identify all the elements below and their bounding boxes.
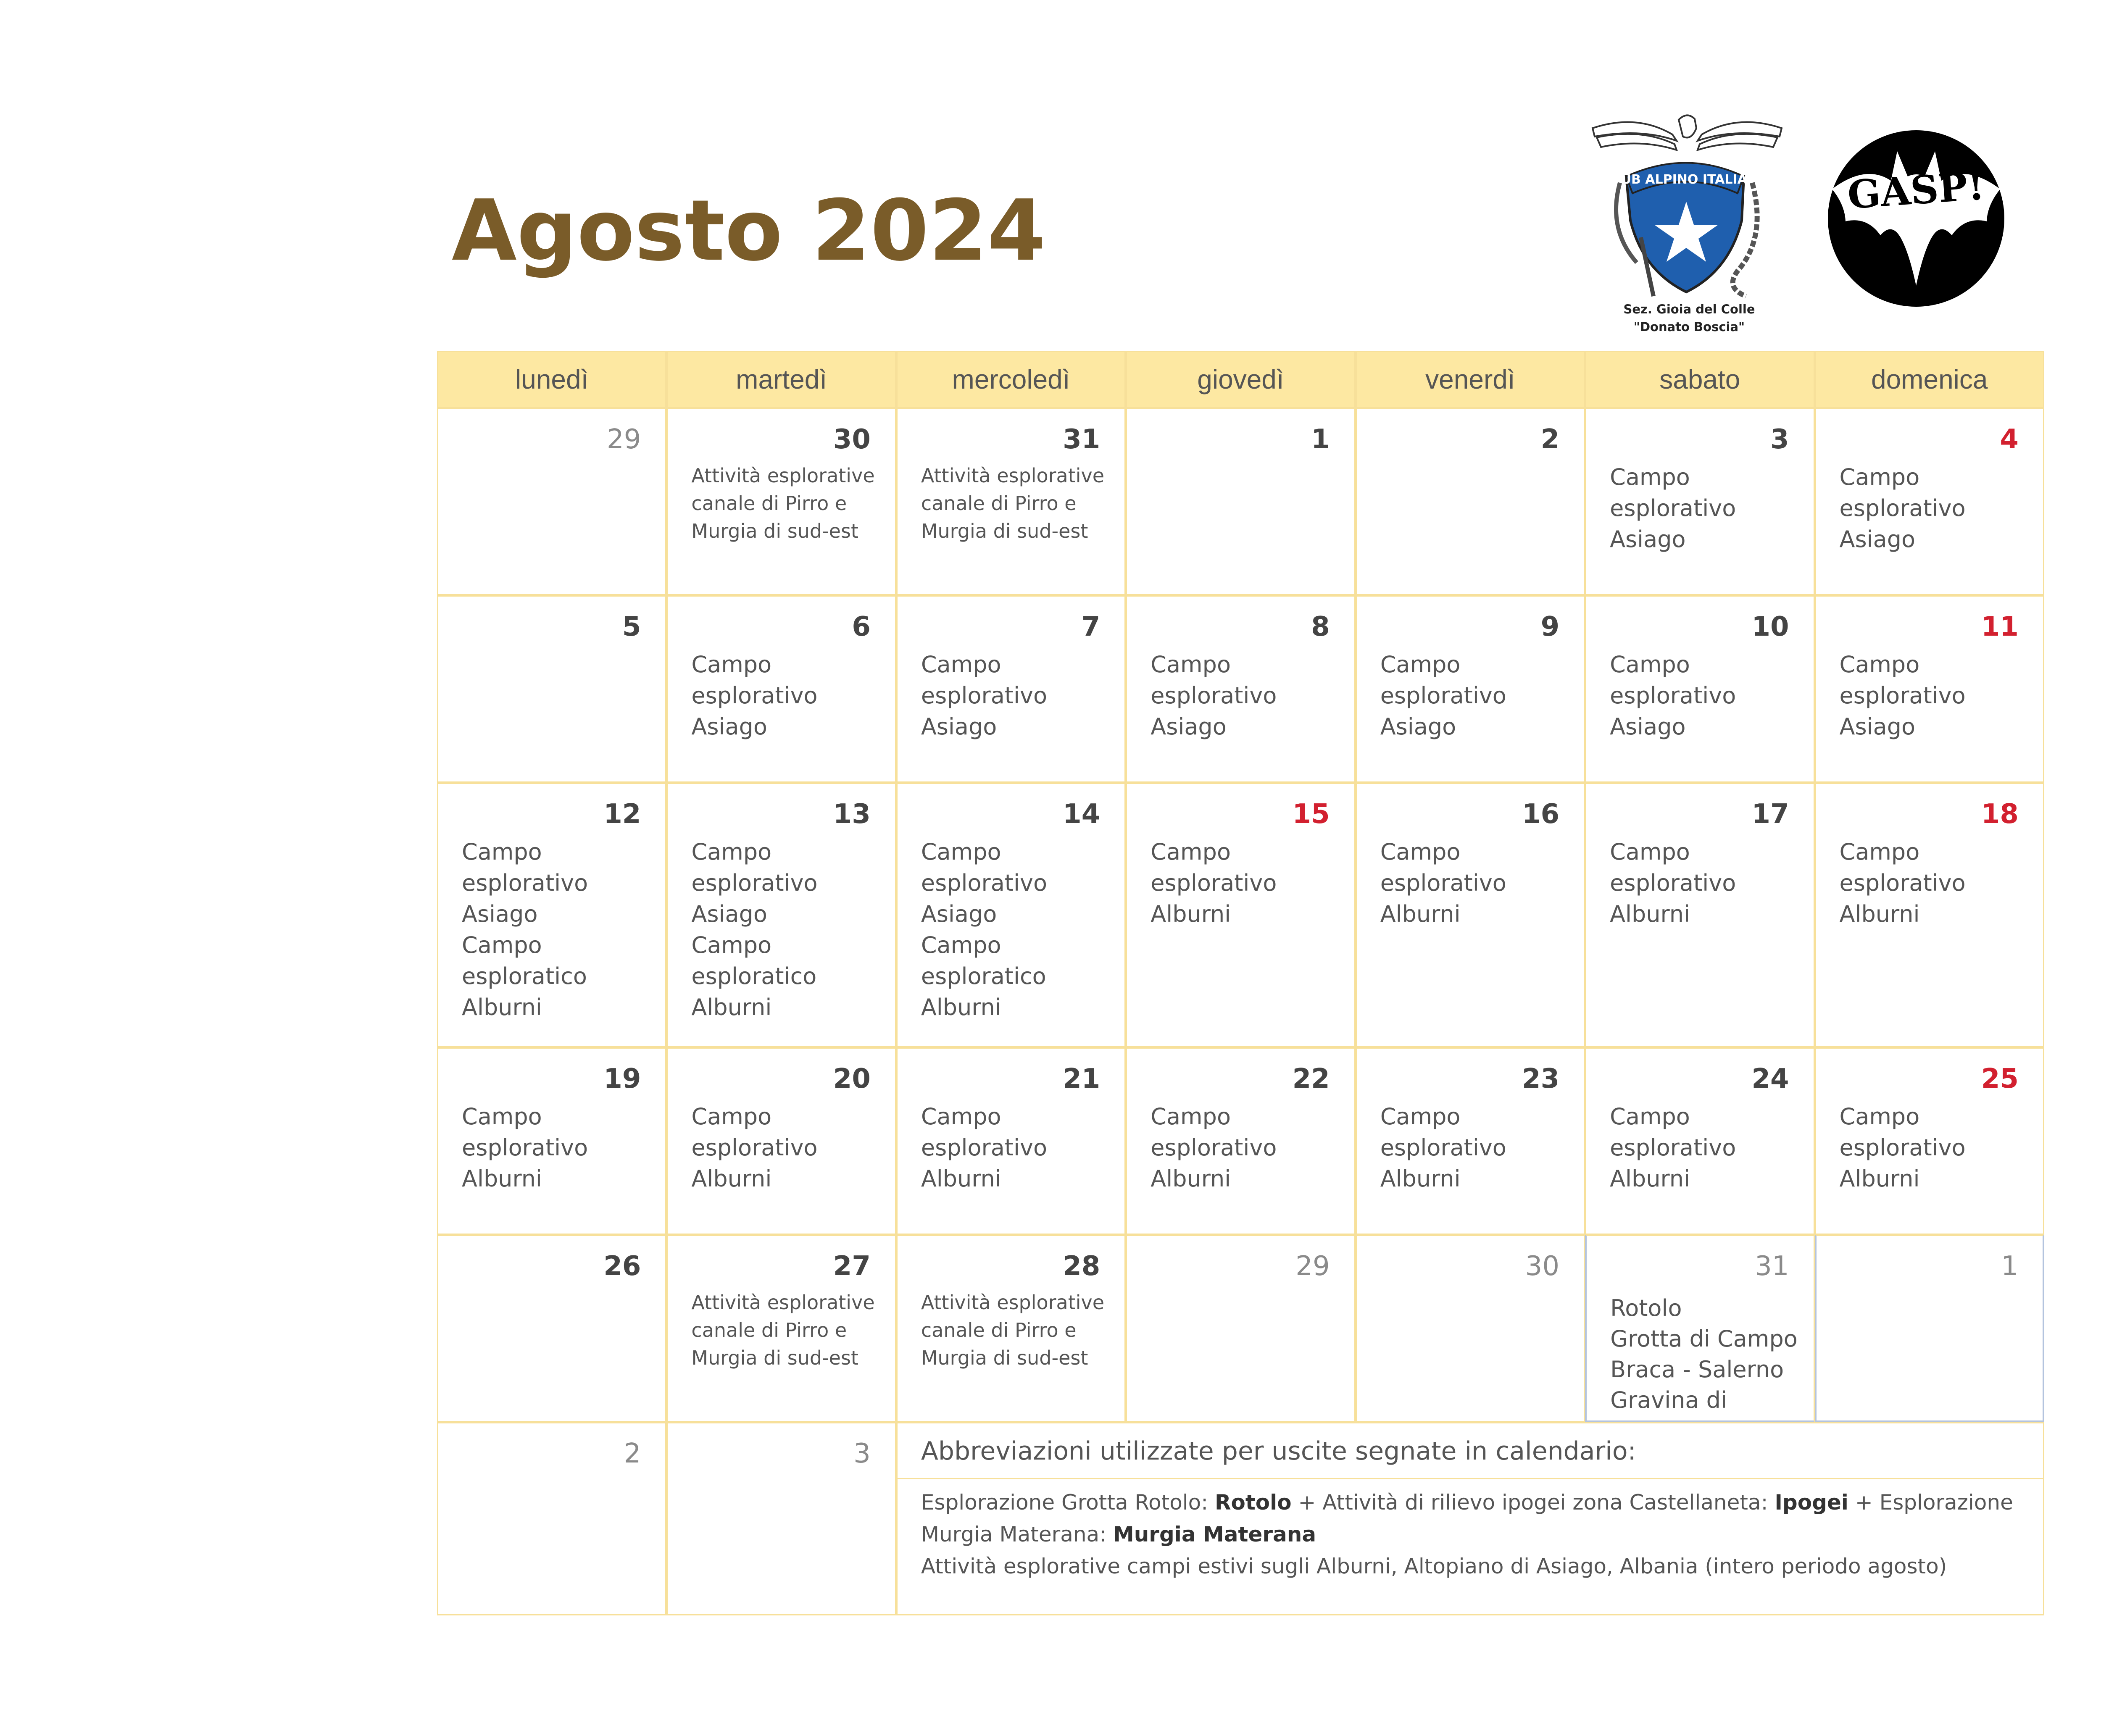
day-cell[interactable] <box>1585 408 1814 595</box>
day-number: 11 <box>1981 611 2019 642</box>
day-cell[interactable] <box>1815 595 2044 783</box>
weekday-header: venerdì <box>1356 351 1585 408</box>
day-number: 6 <box>852 611 871 642</box>
abbr-text: Esplorazione Grotta Rotolo: <box>921 1490 1215 1515</box>
event-line: Campo <box>462 839 542 865</box>
day-cell[interactable] <box>896 1047 1126 1235</box>
abbreviations-line-1 <box>921 1486 2030 1518</box>
day-number: 22 <box>1292 1063 1330 1094</box>
day-number: 21 <box>1063 1063 1101 1094</box>
event-line: Campo <box>1380 839 1461 865</box>
event-line: canale di Pirro e <box>691 492 847 515</box>
day-cell[interactable] <box>1356 1235 1585 1422</box>
day-number: 1 <box>2001 1251 2018 1282</box>
day-number: 3 <box>853 1438 871 1469</box>
event-line: esploratico Alburni <box>921 963 1046 1021</box>
cai-caption <box>1601 300 1777 336</box>
day-number: 29 <box>606 424 641 455</box>
event-line: esplorativo Asiago <box>1380 682 1506 740</box>
event-line: Campo <box>1610 464 1690 490</box>
day-cell[interactable] <box>1815 783 2044 1047</box>
weekday-header: sabato <box>1585 351 1814 408</box>
event-text <box>921 836 1123 1023</box>
event-text <box>1840 462 2041 555</box>
page-title: Agosto 2024 <box>452 182 1046 280</box>
day-number: 15 <box>1292 799 1330 830</box>
abbr-text: + Esplorazione <box>1848 1490 2013 1515</box>
abbr-key-murgia: Murgia Materana <box>1113 1522 1316 1547</box>
event-text <box>921 1101 1123 1194</box>
event-line: esplorativo Asiago <box>1610 495 1736 552</box>
event-line: Campo <box>462 1103 542 1130</box>
event-line: esplorativo Alburni <box>1151 870 1277 927</box>
event-line: Attività esplorative <box>921 1291 1105 1314</box>
gaspi-logo-text: GASP! <box>1846 163 1986 218</box>
day-cell[interactable] <box>1356 595 1585 783</box>
event-line: esplorativo Alburni <box>921 1134 1047 1192</box>
event-line: Attività esplorative <box>691 1291 875 1314</box>
cai-caption-line2: "Donato Boscia" <box>1633 320 1745 334</box>
event-line: esplorativo Asiago <box>462 870 588 927</box>
event-line: Campo <box>691 839 772 865</box>
event-text <box>1151 1101 1352 1194</box>
event-line: Murgia di sud-est <box>691 1347 858 1369</box>
event-line: Campo <box>691 651 772 678</box>
day-number: 28 <box>1063 1251 1101 1282</box>
cai-caption-line1: Sez. Gioia del Colle <box>1623 302 1755 316</box>
event-line: canale di Pirro e <box>921 1319 1077 1341</box>
event-line: esplorativo Alburni <box>1610 1134 1736 1192</box>
weekday-header: mercoledì <box>896 351 1126 408</box>
event-line: esplorativo Alburni <box>1839 870 1966 927</box>
event-text <box>691 1101 893 1194</box>
day-cell[interactable] <box>1126 783 1355 1047</box>
cai-eagle-star-shield-icon <box>1586 111 1788 321</box>
day-number: 30 <box>1525 1251 1560 1282</box>
event-line: esplorativo Asiago <box>1839 495 1966 552</box>
abbreviations-line-2 <box>921 1518 2030 1550</box>
event-line: canale di Pirro e <box>921 492 1077 515</box>
event-text <box>1610 1101 1811 1194</box>
day-cell[interactable] <box>1126 1047 1355 1235</box>
day-cell[interactable] <box>437 1235 666 1422</box>
event-line: Attività esplorative <box>691 464 875 487</box>
event-line: esplorativo Alburni <box>1380 870 1506 927</box>
abbreviations-body <box>921 1486 2030 1582</box>
day-cell[interactable] <box>666 1422 896 1615</box>
event-line: Murgia di sud-est <box>691 520 858 542</box>
day-number: 23 <box>1522 1063 1560 1094</box>
day-number: 14 <box>1063 799 1101 830</box>
day-cell[interactable] <box>1585 1235 1814 1422</box>
day-number: 8 <box>1311 611 1330 642</box>
event-line: Campo <box>1839 839 1920 865</box>
day-cell[interactable] <box>1126 595 1355 783</box>
event-line: Campo <box>1380 1103 1461 1130</box>
day-number: 29 <box>1295 1251 1330 1282</box>
day-number: 16 <box>1522 799 1560 830</box>
event-line: Campo <box>691 1103 772 1130</box>
event-line: Campo <box>921 651 1001 678</box>
abbr-key-rotolo: Rotolo <box>1215 1490 1292 1515</box>
day-cell[interactable] <box>1815 1235 2044 1422</box>
gaspi-bat-logo-icon <box>1807 126 2025 311</box>
day-number: 25 <box>1981 1063 2019 1094</box>
event-text <box>691 649 893 742</box>
event-line: Braca - Salerno <box>1610 1356 1784 1383</box>
event-line: esplorativo Alburni <box>1151 1134 1277 1192</box>
day-cell[interactable] <box>666 783 896 1047</box>
event-text <box>921 1289 1123 1372</box>
event-line: Campo <box>1151 1103 1231 1130</box>
day-number: 19 <box>603 1063 641 1094</box>
event-text <box>1840 836 2041 930</box>
abbr-key-ipogei: Ipogei <box>1775 1490 1848 1515</box>
abbr-text: + Attività di rilievo ipogei zona Castellaneta: <box>1291 1490 1775 1515</box>
day-number: 17 <box>1751 799 1789 830</box>
event-line: Campo <box>1380 651 1461 678</box>
day-cell[interactable] <box>1126 408 1355 595</box>
day-cell[interactable] <box>896 595 1126 783</box>
day-cell[interactable] <box>666 1235 896 1422</box>
day-number: 9 <box>1540 611 1560 642</box>
event-line: Campo <box>921 839 1001 865</box>
event-line: Campo <box>1151 651 1231 678</box>
weekday-header: giovedì <box>1126 351 1355 408</box>
day-cell[interactable] <box>1356 783 1585 1047</box>
event-line: esplorativo Asiago <box>1151 682 1277 740</box>
event-text <box>691 836 893 1023</box>
event-text <box>1380 1101 1582 1194</box>
event-text <box>462 1101 663 1194</box>
calendar-grid <box>437 351 2044 1615</box>
event-line: esplorativo Alburni <box>691 1134 818 1192</box>
day-number: 27 <box>833 1251 871 1282</box>
abbreviations-legend <box>896 1422 2044 1615</box>
event-line: esplorativo Asiago <box>691 682 818 740</box>
event-line: esplorativo Alburni <box>1380 1134 1506 1192</box>
event-line: esploratico Alburni <box>691 963 817 1021</box>
event-text <box>1610 462 1811 555</box>
day-number: 3 <box>1770 424 1789 455</box>
event-text <box>1610 836 1811 930</box>
day-number: 13 <box>833 799 871 830</box>
day-cell[interactable] <box>1356 1047 1585 1235</box>
event-line: esplorativo Asiago <box>1839 682 1966 740</box>
event-line: Rotolo <box>1610 1295 1682 1321</box>
event-line: Campo <box>921 932 1001 958</box>
day-cell[interactable] <box>437 595 666 783</box>
event-text <box>1840 1101 2041 1194</box>
event-text <box>1151 649 1352 742</box>
event-line: esplorativo Asiago <box>921 682 1047 740</box>
event-line: Grotta di Campo <box>1610 1326 1798 1352</box>
event-line: esploratico Alburni <box>462 963 587 1021</box>
event-line: Campo <box>462 932 542 958</box>
event-line: Campo <box>1610 839 1690 865</box>
event-line: esplorativo Asiago <box>1610 682 1736 740</box>
day-number: 31 <box>1063 424 1101 455</box>
weekday-header: domenica <box>1815 351 2044 408</box>
event-line: esplorativo Alburni <box>1839 1134 1966 1192</box>
day-number: 30 <box>833 424 871 455</box>
event-line: Attività esplorative <box>921 464 1105 487</box>
event-line: esplorativo Asiago <box>691 870 818 927</box>
event-text <box>1840 649 2041 742</box>
day-cell[interactable] <box>1815 408 2044 595</box>
day-cell[interactable] <box>437 1047 666 1235</box>
event-line: Campo <box>691 932 772 958</box>
event-line: esplorativo Alburni <box>1610 870 1736 927</box>
day-cell[interactable] <box>437 1422 666 1615</box>
day-number: 7 <box>1081 611 1101 642</box>
day-cell[interactable] <box>1815 1047 2044 1235</box>
day-cell[interactable] <box>437 408 666 595</box>
event-line: Murgia di sud-est <box>921 1347 1088 1369</box>
event-line: Campo <box>1839 651 1920 678</box>
event-line: Campo <box>921 1103 1001 1130</box>
event-text <box>1610 649 1811 742</box>
day-cell[interactable] <box>1356 408 1585 595</box>
day-number: 2 <box>624 1438 641 1469</box>
day-cell[interactable] <box>896 408 1126 595</box>
event-text <box>921 649 1123 742</box>
event-line: Campo <box>1151 839 1231 865</box>
day-number: 20 <box>833 1063 871 1094</box>
abbreviations-line-3: Attività esplorative campi estivi sugli Alburni, Altopiano di Asiago, Albania (intero periodo agosto) <box>921 1554 1947 1578</box>
day-number: 31 <box>1755 1251 1789 1282</box>
day-cell[interactable] <box>1585 783 1814 1047</box>
day-cell[interactable] <box>1126 1235 1355 1422</box>
event-line: esplorativo Asiago <box>921 870 1047 927</box>
event-text <box>691 462 893 545</box>
abbr-text: Murgia Materana: <box>921 1522 1113 1547</box>
abbreviations-title: Abbreviazioni utilizzate per uscite segnate in calendario: <box>921 1436 1636 1466</box>
event-line: Campo <box>1839 464 1920 490</box>
day-cell[interactable] <box>437 783 666 1047</box>
day-cell[interactable] <box>666 595 896 783</box>
event-text <box>1380 649 1582 742</box>
event-text <box>1380 836 1582 930</box>
day-cell[interactable] <box>666 408 896 595</box>
day-number: 24 <box>1751 1063 1789 1094</box>
day-cell[interactable] <box>1585 595 1814 783</box>
event-line: Campo <box>1610 651 1690 678</box>
day-cell[interactable] <box>896 783 1126 1047</box>
event-line: Gravina di <box>1610 1387 1727 1413</box>
event-line: canale di Pirro e <box>691 1319 847 1341</box>
weekday-header: lunedì <box>437 351 666 408</box>
event-line: Murgia di sud-est <box>921 520 1088 542</box>
event-text <box>921 462 1123 545</box>
event-line: Campo <box>1610 1103 1690 1130</box>
day-number: 12 <box>603 799 641 830</box>
day-cell[interactable] <box>666 1047 896 1235</box>
event-text <box>1151 836 1352 930</box>
day-number: 10 <box>1751 611 1789 642</box>
day-number: 4 <box>2000 424 2019 455</box>
day-number: 26 <box>603 1251 641 1282</box>
event-line: Campo <box>1839 1103 1920 1130</box>
event-text <box>691 1289 893 1372</box>
cai-ring-text: CLUB ALPINO ITALIANO <box>1604 172 1769 187</box>
day-number: 18 <box>1981 799 2019 830</box>
day-cell[interactable] <box>896 1235 1126 1422</box>
day-number: 1 <box>1311 424 1330 455</box>
day-number: 2 <box>1540 424 1560 455</box>
weekday-header: martedì <box>666 351 896 408</box>
event-text <box>462 836 663 1023</box>
event-line: esplorativo Alburni <box>462 1134 588 1192</box>
day-cell[interactable] <box>1585 1047 1814 1235</box>
day-number: 5 <box>622 611 641 642</box>
event-text <box>1610 1293 1811 1415</box>
abbreviations-divider <box>898 1478 2043 1479</box>
